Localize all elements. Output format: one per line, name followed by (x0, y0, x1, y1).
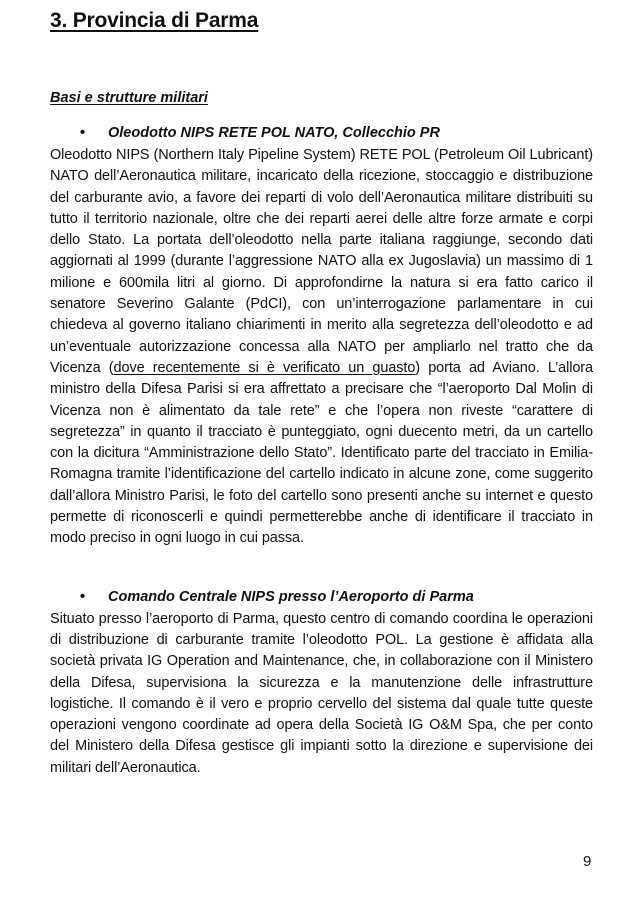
section-spacer (50, 550, 593, 572)
section-subheading: Basi e strutture militari (50, 90, 208, 106)
document-page (50, 6, 593, 779)
bullet-heading-text: Comando Centrale NIPS presso l’Aeroporto di Parma (108, 588, 474, 605)
page-title: 3. Provincia di Parma (50, 9, 259, 32)
bullet-icon: • (80, 588, 86, 605)
bullet-icon: • (80, 125, 86, 141)
guasto-link[interactable]: dove recentemente si è verificato un guasto (113, 359, 416, 376)
bullet-heading-text: Oleodotto NIPS RETE POL NATO, Collecchio PR (108, 125, 440, 141)
page-number: 9 (583, 853, 592, 870)
bullet-heading-oleodotto (50, 123, 593, 143)
bullet-heading-comando (50, 587, 593, 607)
paragraph-text-continued: ) porta ad Aviano. L’allora ministro della Difesa Parisi si era affrettato a precisare che “l’aeroporto Dal Molin di Vicenza non è alimentato da tale rete” e che l’opera non riveste “carattere di segretezza” in quanto il tracciato è punteggiato, ogni duecento metri, da un cartello con la dicitura “Amministrazione dello Stato”. Identificato parte del tracciato in Emilia-Romagna tramite l’identificazione del cartello indicato in alcune zone, come suggerito dall’allora Ministro Parisi, le foto del cartello sono presenti anche su internet e questo permette di riconoscerli e quindi permetterebbe anche di identificare il tracciato in modo preciso in ogni luogo in cui passa. (50, 359, 593, 547)
paragraph-oleodotto (50, 145, 593, 550)
paragraph-text: Oleodotto NIPS (Northern Italy Pipeline System) RETE POL (Petroleum Oil Lubricant) NATO dell’Aeronautica militare, incaricato della ricezione, stoccaggio e distribuzione del carburante avio, a favore dei reparti di volo dell’Aeronautica militare distribuiti su tutto il territorio nazionale, oltre che dei reparti aerei delle altre forze armate e corpi dello Stato. La portata dell’oleodotto nella parte italiana raggiunge, secondo dati aggiornati al 1999 (durante l’aggressione NATO alla ex Jugoslavia) un massimo di 1 milione e 600mila litri al giorno. Di approfondirne la natura si era fatto carico il senatore Severino Galante (PdCI), con un’interrogazione parlamentare in cui chiedeva al governo italiano chiarimenti in merito alla segretezza dell’oleodotto e ad un’eventuale autorizzazione concessa alla NATO per ampliarlo nel tratto che da Vicenza ( (50, 147, 593, 376)
paragraph-comando: Situato presso l’aeroporto di Parma, questo centro di comando coordina le operazioni di distribuzione di carburante tramite l’oleodotto POL. La gestione è affidata alla società privata IG Operation and Maintenance, che, in collaborazione con il Ministero della Difesa, supervisiona la sicurezza e la manutenzione delle infrastrutture logistiche. Il comando è il vero e proprio cervello del sistema dal quale tutte queste operazioni vengono coordinate ad opera della Società IG O&M Spa, che per conto del Ministero della Difesa gestisce gli impianti sotto la direzione e supervisione dei militari dell’Aeronautica. (50, 610, 593, 776)
